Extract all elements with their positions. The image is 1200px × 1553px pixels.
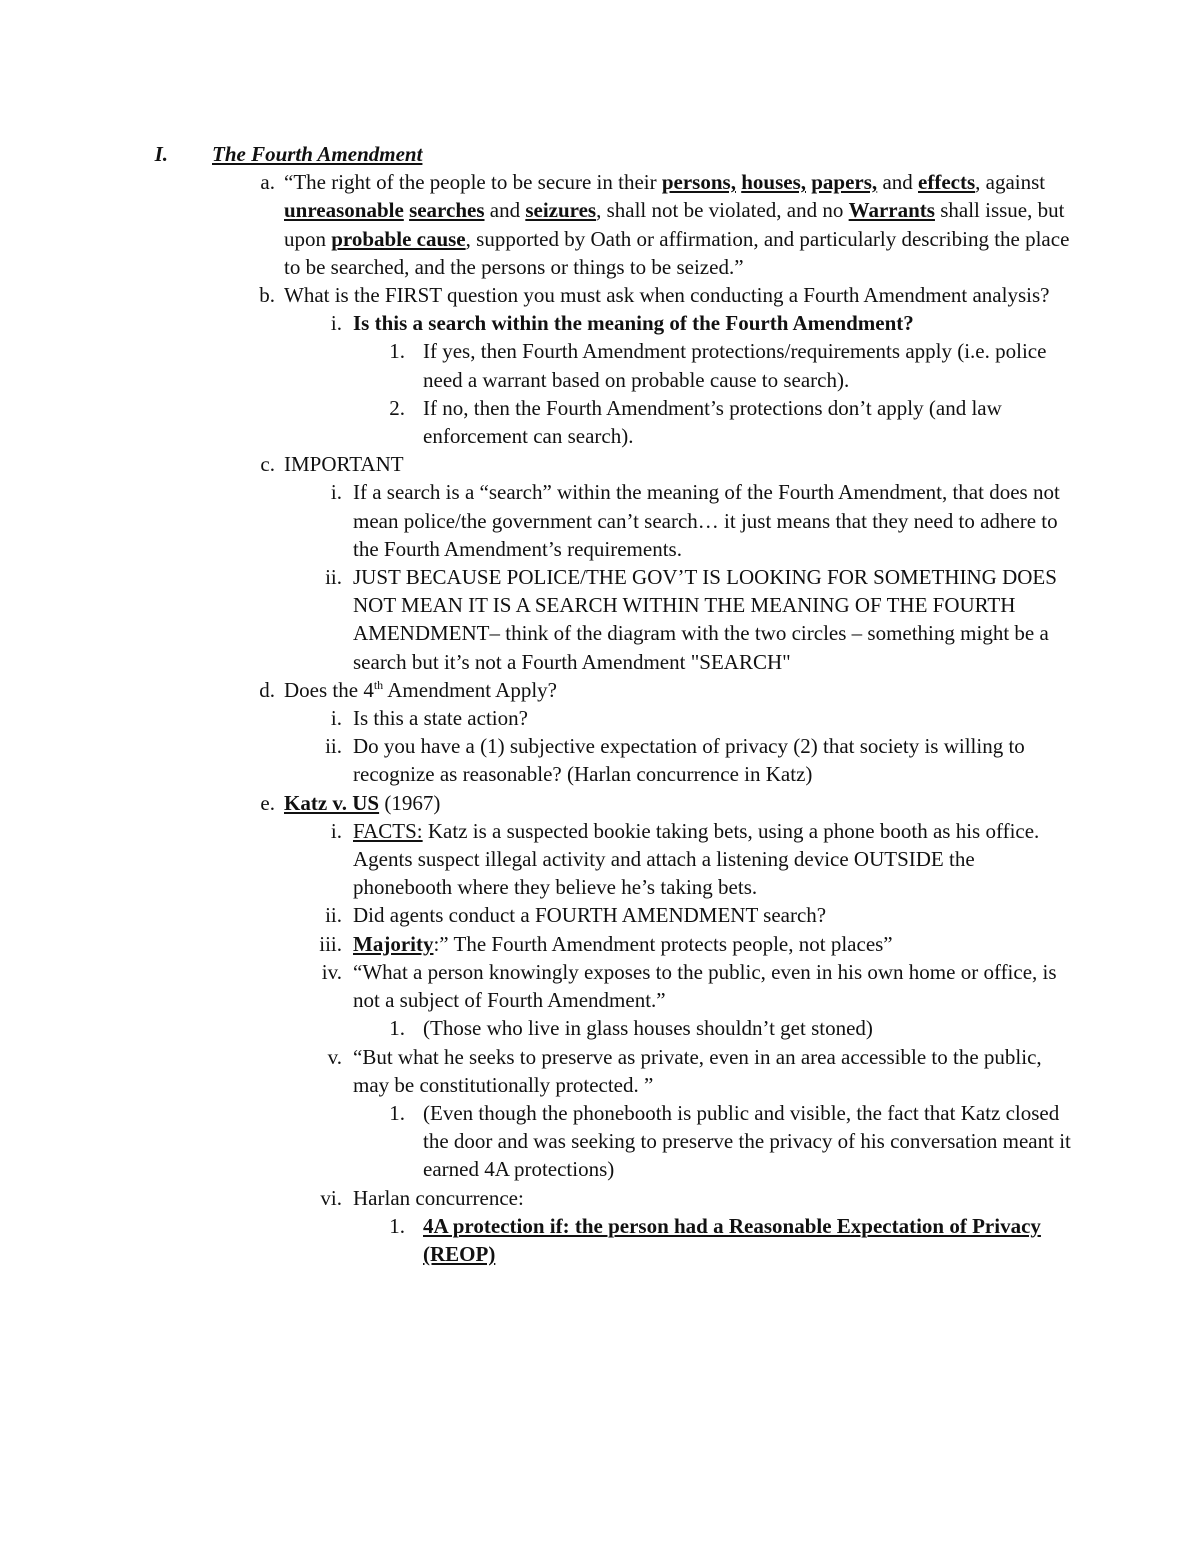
item-marker: 1. (389, 1100, 405, 1125)
item-b-i (0, 309, 1200, 337)
item-marker: i. (330, 818, 342, 843)
term-papers: papers, (811, 170, 878, 195)
item-text-part: Katz is a suspected bookie taking bets, using a phone booth as his office. Agents suspect illegal activity and attach a listening device OUTSIDE the phonebooth where they believe he’s taking bets. (353, 818, 1040, 900)
item-d-i (0, 704, 1200, 732)
item-marker: iv. (321, 959, 342, 984)
item-marker: v. (327, 1044, 342, 1069)
item-text: (Even though the phonebooth is public and visible, the fact that Katz closed the door and was seeking to preserve the privacy of his conversation meant it earned 4A protections) (423, 1100, 1071, 1182)
quote-text: , supported by Oath or affirmation, and particularly describing the place to be searched, and the persons or things to be seized.” (284, 226, 1070, 279)
majority-label: Majority (353, 931, 434, 956)
item-c (0, 450, 1200, 478)
item-text: “What a person knowingly exposes to the public, even in his own home or office, is not a subject of Fourth Amendment.” (353, 959, 1057, 1013)
item-text-part: Amendment Apply? (383, 677, 557, 702)
case-heading (284, 789, 1074, 817)
item-text: Is this a search within the meaning of the Fourth Amendment? (353, 311, 914, 336)
item-d (0, 676, 1200, 704)
term-searches: searches (409, 198, 485, 223)
item-marker: 1. (389, 339, 405, 364)
item-marker: 1. (389, 1213, 405, 1238)
item-text: If a search is a “search” within the meaning of the Fourth Amendment, that does not mean police/the government can’t search… it just means that they need to adhere to the Fourth Amendment’s requirements. (353, 480, 1060, 561)
item-b-i-1 (0, 337, 1200, 393)
item-e-vi-1 (0, 1212, 1200, 1268)
quote-text: , against (975, 170, 1046, 195)
item-c-ii (0, 563, 1200, 676)
section-title: The Fourth Amendment (212, 142, 423, 166)
quote-text: and (484, 198, 526, 223)
item-e-i (0, 817, 1200, 902)
item-marker: i. (330, 480, 342, 505)
item-text: If no, then the Fourth Amendment’s protections don’t apply (and law enforcement can search). (423, 395, 1002, 449)
item-text-part: :” The Fourth Amendment protects people, not places” (433, 931, 893, 956)
item-marker: 1. (389, 1016, 405, 1041)
quote-text: “The right of the people to be secure in their (284, 170, 662, 195)
reop-rule: 4A protection if: the person had a Reasonable Expectation of Privacy (REOP) (423, 1213, 1041, 1266)
item-a (0, 168, 1200, 281)
item-marker: a. (260, 170, 275, 195)
item-e-iv (0, 958, 1200, 1014)
item-e-ii (0, 901, 1200, 929)
item-text: What is the FIRST question you must ask when conducting a Fourth Amendment analysis? (284, 283, 1050, 308)
item-e-iv-1 (0, 1014, 1200, 1042)
term-unreasonable: unreasonable (284, 198, 404, 223)
item-text: IMPORTANT (284, 452, 404, 477)
item-text: “But what he seeks to preserve as private, even in an area accessible to the public, may be constitutionally protected. ” (353, 1044, 1042, 1097)
section-heading (0, 140, 1200, 168)
item-text (284, 676, 1074, 704)
item-text: Did agents conduct a FOURTH AMENDMENT search? (353, 903, 827, 928)
case-year: (1967) (379, 790, 441, 815)
facts-label: FACTS: (353, 818, 423, 843)
item-e-v-1 (0, 1099, 1200, 1184)
item-text-part: Does the 4 (284, 677, 374, 702)
term-persons: persons, (661, 170, 736, 195)
term-seizures: seizures (525, 198, 597, 223)
item-text (353, 817, 1073, 902)
item-text: JUST BECAUSE POLICE/THE GOV’T IS LOOKING FOR SOMETHING DOES NOT MEAN IT IS A SEARCH WITHIN THE MEANING OF THE FOURTH AMENDMENT– think of the diagram with the two circles – something might be a search but it’s not a Fourth Amendment "SEARCH" (353, 565, 1057, 674)
item-e-iii (0, 930, 1200, 958)
item-text: Do you have a (1) subjective expectation of privacy (2) that society is willing to recognize as reasonable? (Harlan concurrence in Katz) (353, 734, 1025, 787)
item-text (353, 930, 1073, 958)
item-e-vi (0, 1184, 1200, 1212)
quote-text: shall issue, but upon (284, 198, 1065, 251)
term-probable-cause: probable cause (331, 226, 466, 251)
section-marker: I. (154, 142, 168, 166)
item-text: Harlan concurrence: (353, 1185, 524, 1210)
item-marker: b. (259, 283, 275, 308)
item-marker: c. (260, 452, 275, 477)
case-name: Katz v. US (284, 790, 380, 815)
item-marker: ii. (325, 903, 342, 928)
item-e (0, 789, 1200, 817)
quote-text: and (877, 170, 919, 195)
term-houses: houses, (741, 170, 806, 195)
outline (0, 140, 1200, 1268)
item-c-i (0, 478, 1200, 563)
item-e-v (0, 1043, 1200, 1099)
item-b (0, 281, 1200, 309)
item-marker: ii. (325, 565, 342, 590)
term-warrants: Warrants (848, 198, 935, 223)
item-marker: ii. (325, 734, 342, 759)
superscript: th (373, 677, 384, 692)
quote-text: , shall not be violated, and no (596, 198, 849, 223)
item-b-i-2 (0, 394, 1200, 450)
item-marker: vi. (320, 1185, 342, 1210)
item-marker: e. (260, 790, 275, 815)
item-text: (Those who live in glass houses shouldn’t get stoned) (423, 1016, 873, 1041)
item-text: If yes, then Fourth Amendment protections/requirements apply (i.e. police need a warrant based on probable cause to search). (423, 339, 1047, 392)
item-marker: iii. (319, 931, 342, 956)
amendment-quote (284, 168, 1074, 281)
item-text: Is this a state action? (353, 706, 528, 731)
term-effects: effects (918, 170, 976, 195)
item-marker: i. (330, 706, 342, 731)
item-marker: d. (259, 677, 275, 702)
item-marker: i. (330, 311, 342, 336)
item-d-ii (0, 732, 1200, 788)
item-marker: 2. (389, 395, 405, 420)
